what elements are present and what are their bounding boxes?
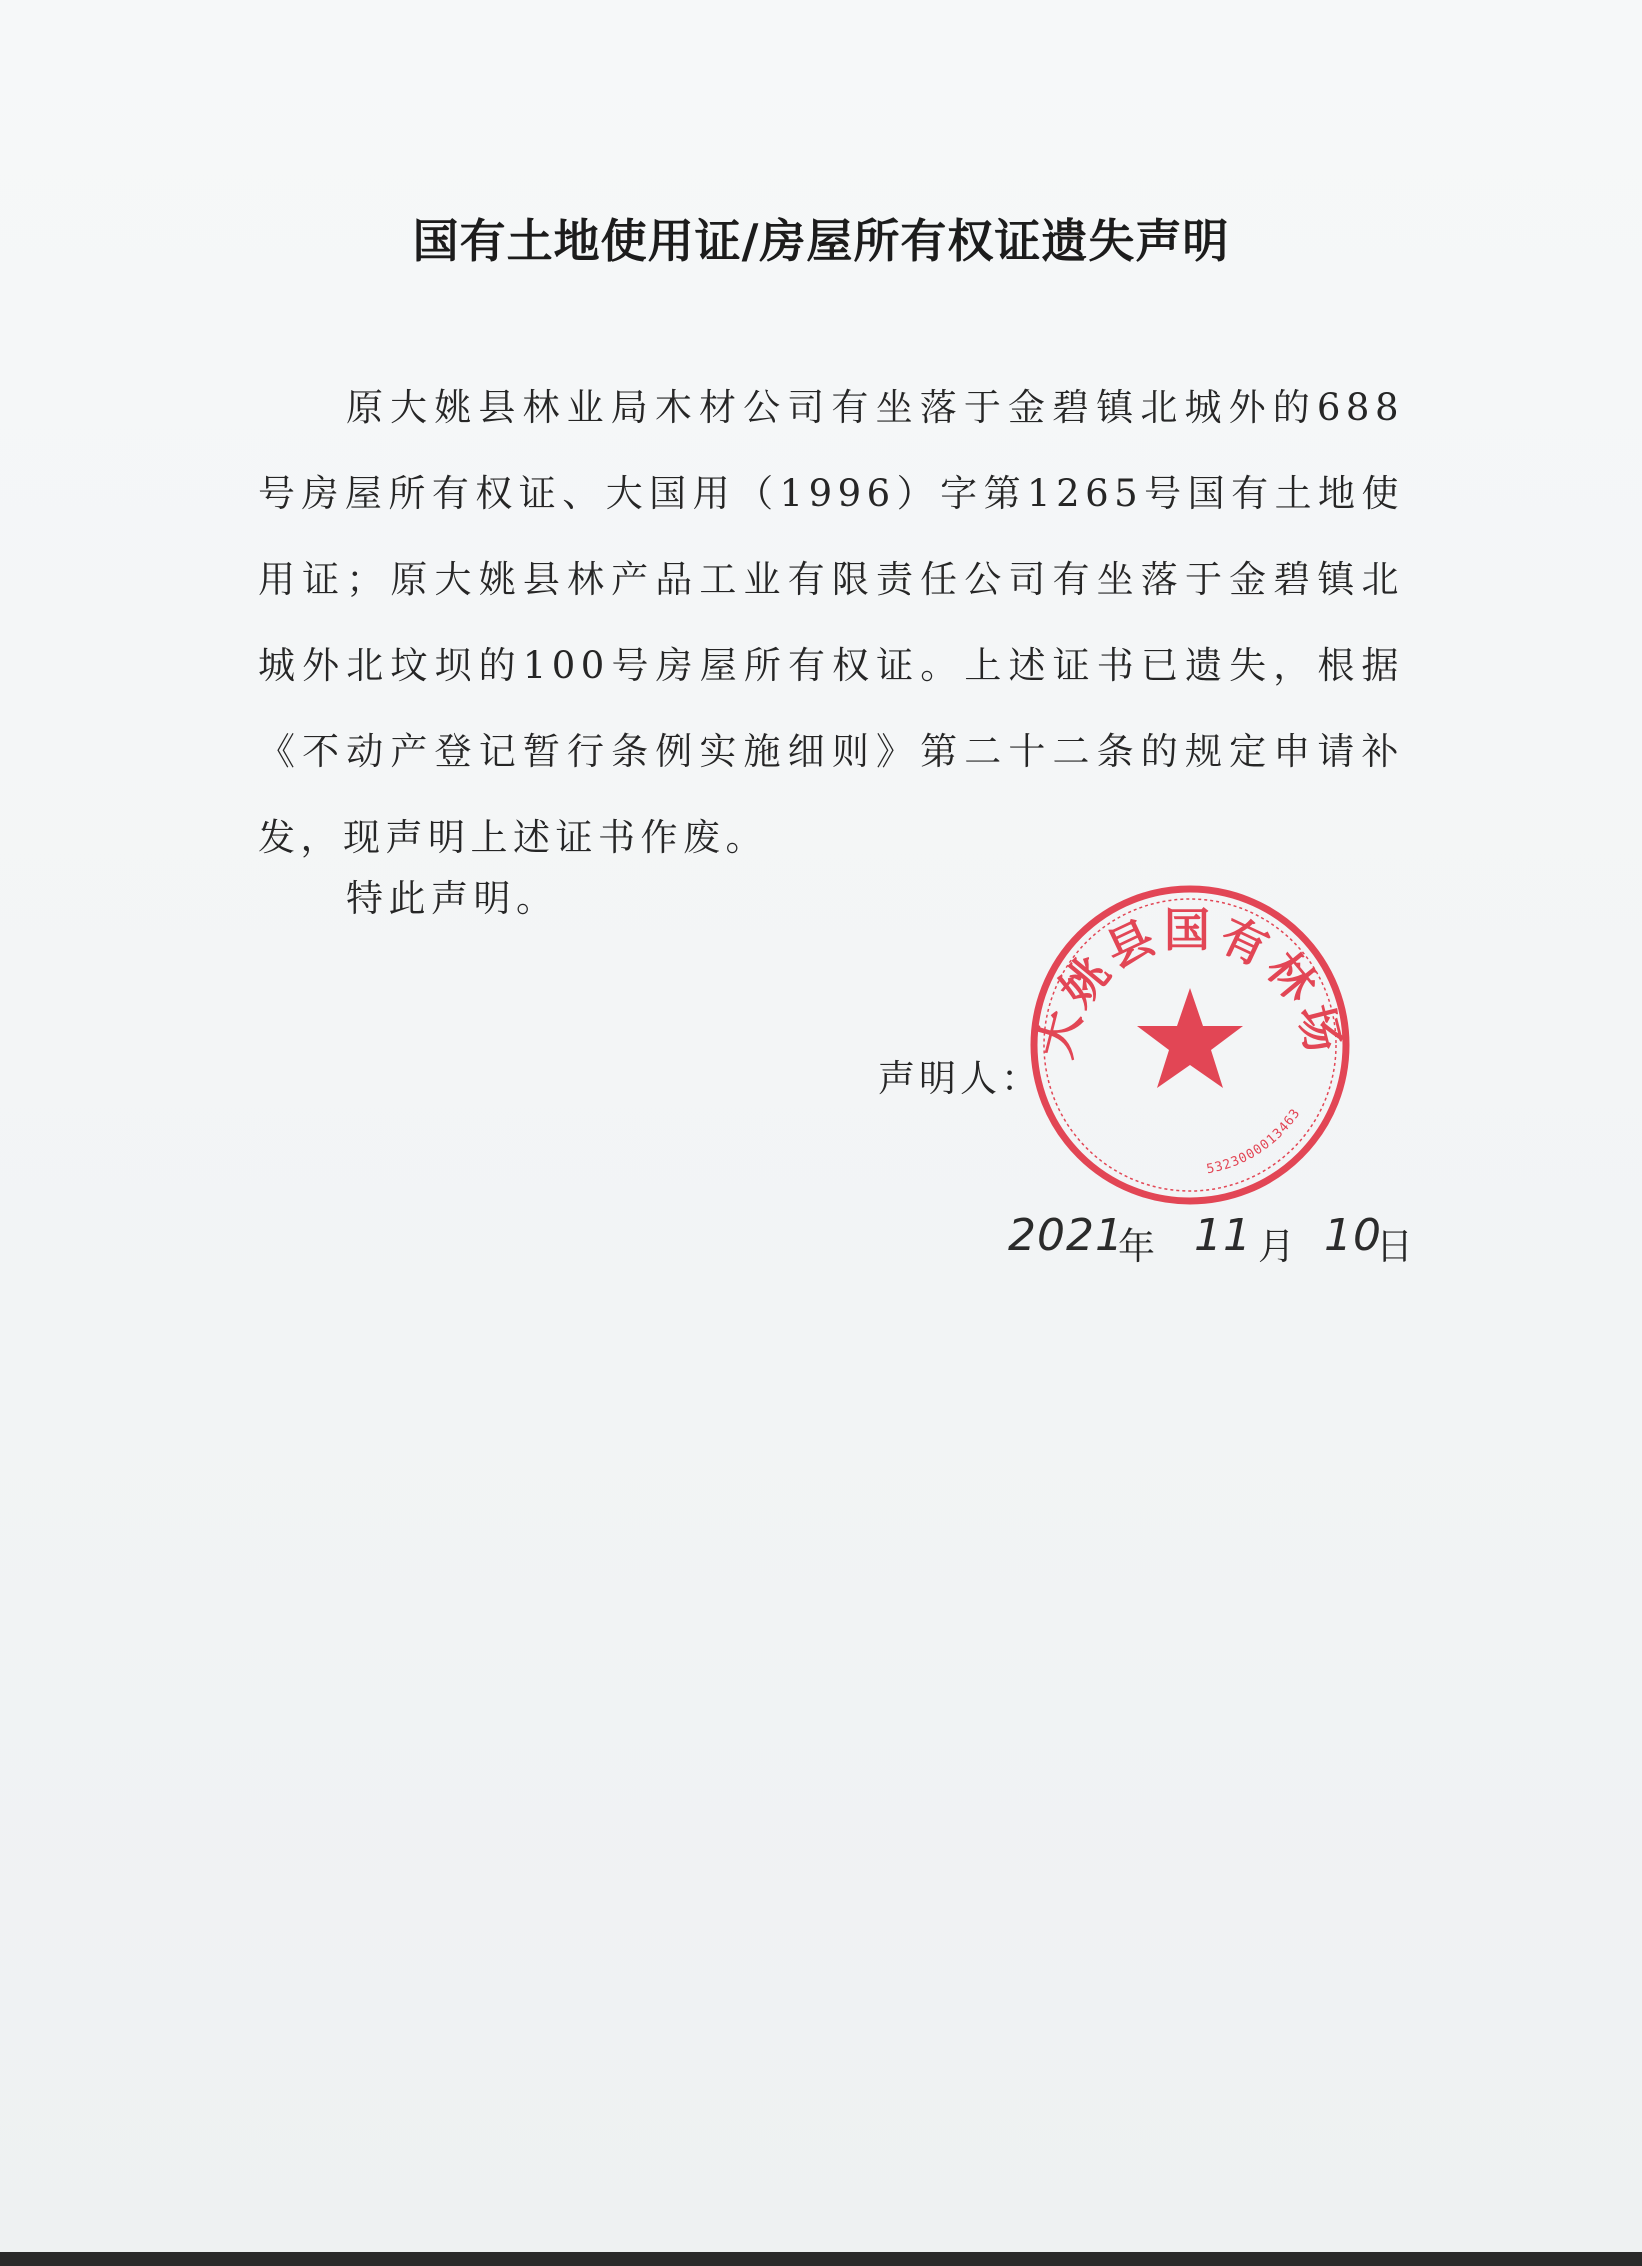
date-year: 2021 [1008,1210,1124,1261]
official-seal [1025,880,1355,1210]
closing-line: 特此声明。 [346,877,559,920]
date-month-unit: 月 [1258,1225,1295,1268]
date-month: 11 [1194,1210,1252,1261]
date-year-unit: 年 [1118,1225,1155,1268]
seal-graphic [1028,889,1353,1201]
seal-org-name: 大姚县国有林场 [1027,903,1353,1064]
seal-star-icon [1137,988,1243,1088]
date-day: 10 [1324,1210,1382,1261]
scan-edge [0,2252,1642,2266]
declarant-label: 声明人： [878,1057,1042,1100]
statement-paragraph: 原大姚县林业局木材公司有坐落于金碧镇北城外的688号房屋所有权证、大国用（1996）字第1265号国有土地使用证；原大姚县林产品工业有限责任公司有坐落于金碧镇北城外北坟坝的100号房屋所有权证。上述证书已遗失，根据《不动产登记暂行条例实施细则》第二十二条的规定申请补发，现声明上述证书作废。 [258,386,1404,859]
document-title: 国有土地使用证/房屋所有权证遗失声明 [412,214,1230,268]
seal-code: 5323000013463 [1205,1105,1304,1178]
date-day-unit: 日 [1376,1225,1413,1268]
